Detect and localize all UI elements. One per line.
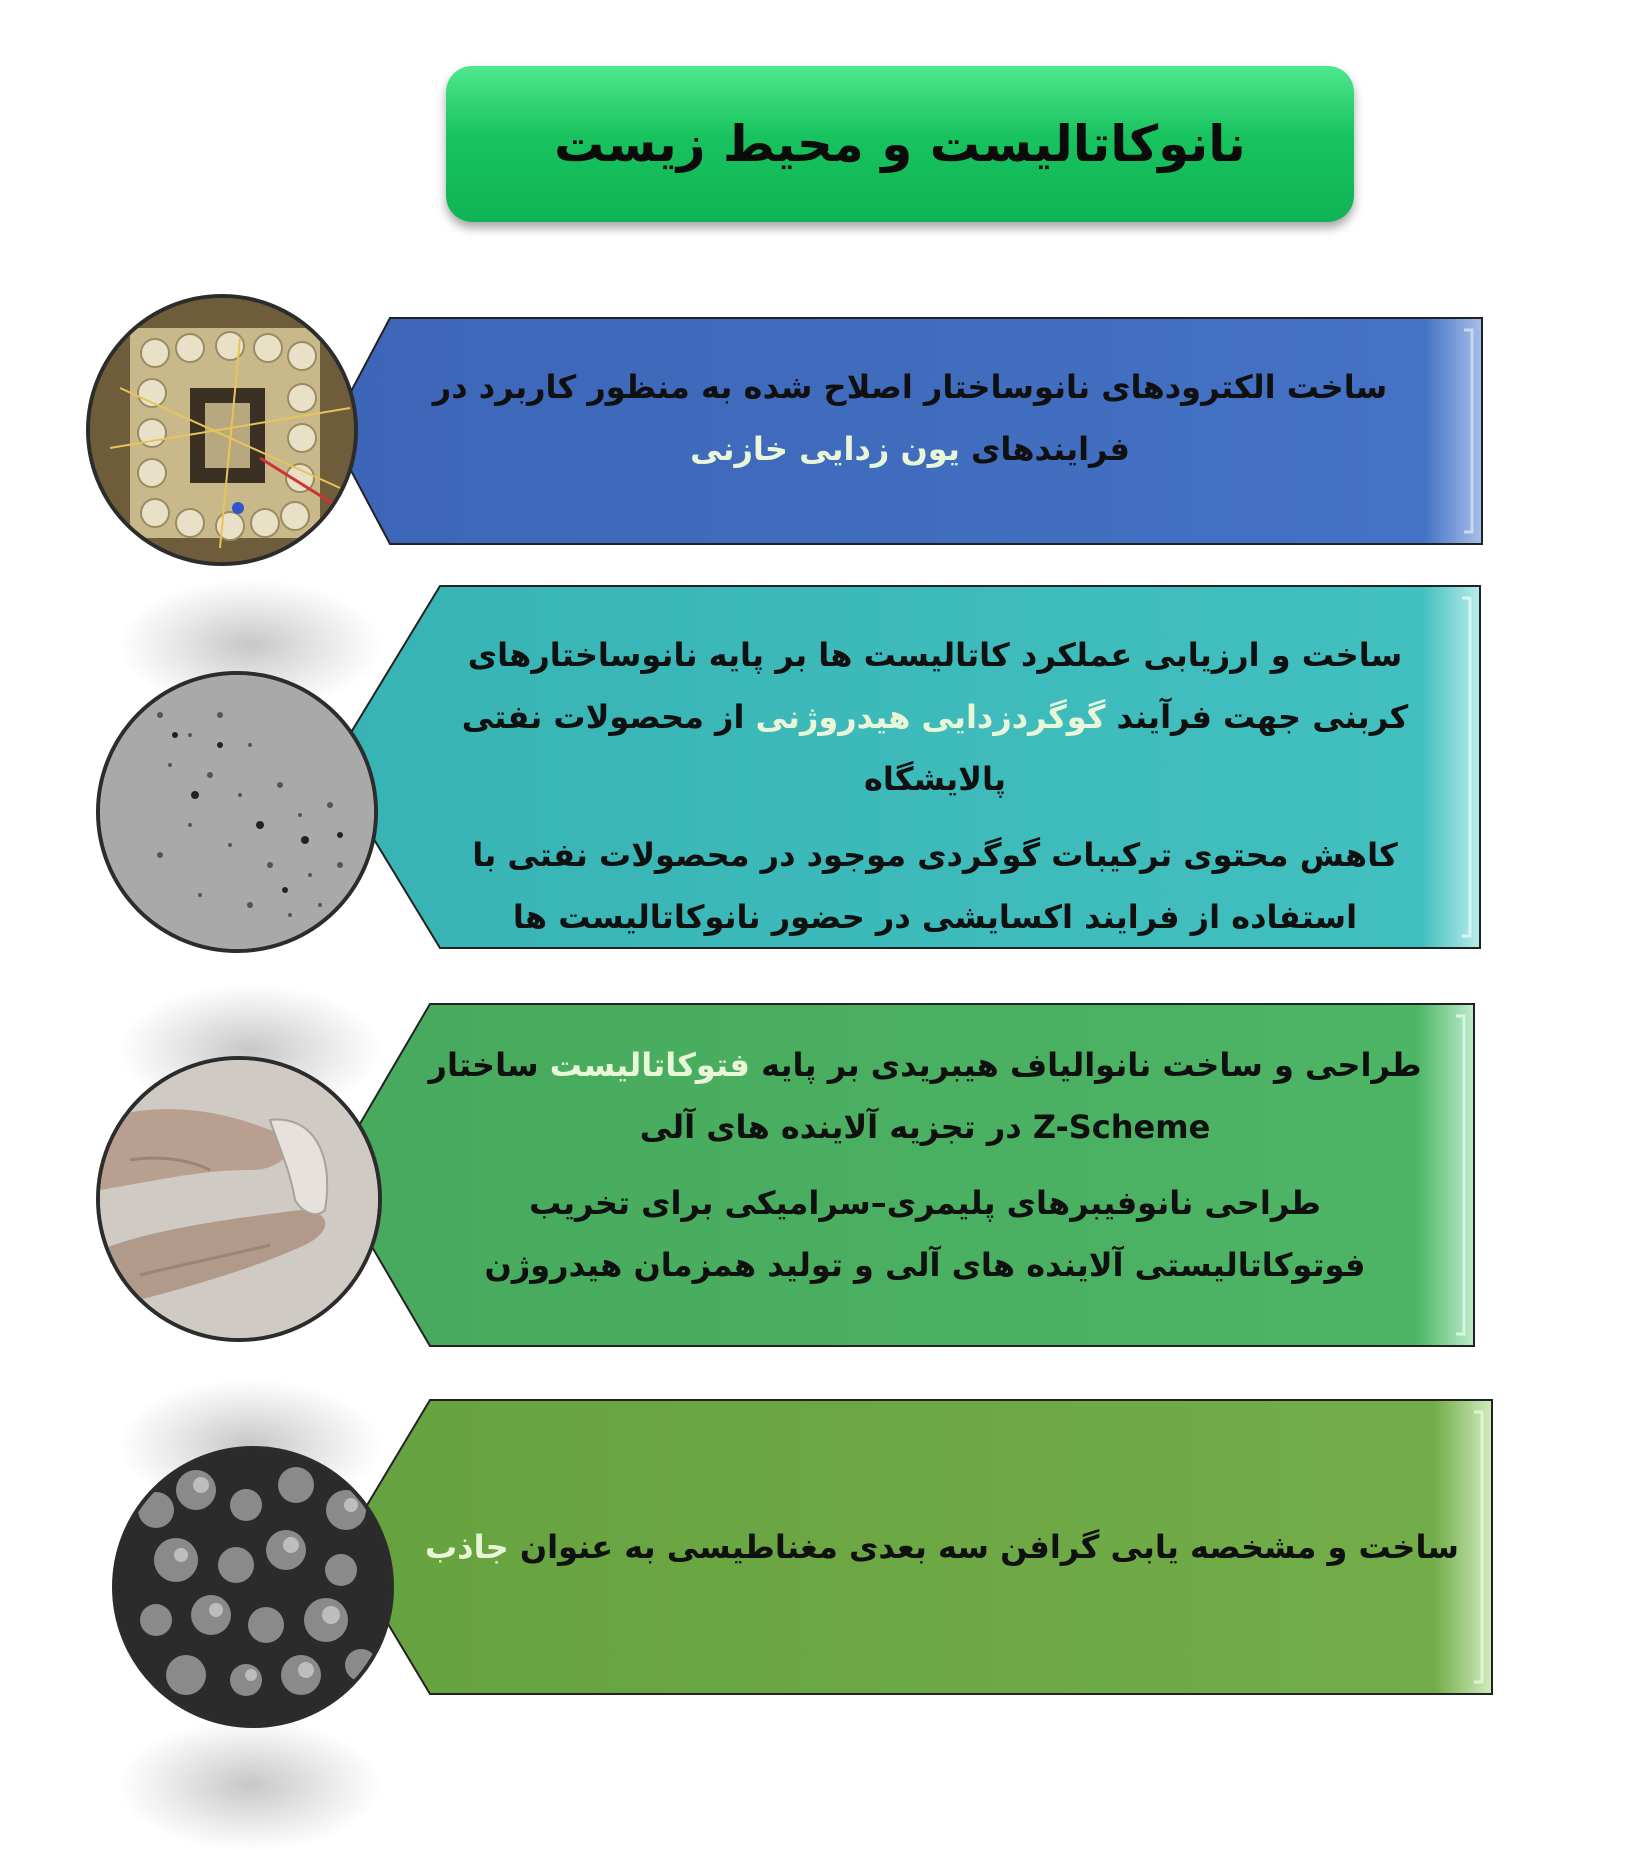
title-banner <box>446 66 1354 222</box>
item-paragraph: ساخت و مشخصه یابی گرافن سه بعدی مغناطیسی به عنوان جاذب <box>425 1528 1459 1566</box>
electrode-device-icon <box>90 298 358 566</box>
highlighted-term: فتوکاتالیست <box>549 1046 750 1084</box>
nanofiber-membrane-photo <box>96 1056 382 1342</box>
page-title: نانوکاتالیست و محیط زیست <box>554 115 1246 173</box>
membrane-photo-icon <box>100 1060 382 1342</box>
item-paragraph: کاهش محتوی ترکیبات گوگردی موجود در محصولات نفتی با استفاده از فرایند اکسایشی در حضور نانوکاتالیست ها <box>472 836 1398 936</box>
electrode-device-photo <box>86 294 358 566</box>
item-text-4 <box>422 1516 1462 1578</box>
item-paragraph: ساخت الکترودهای نانوساختار اصلاح شده به منظور کاربرد در فرایندهای یون زدایی خازنی <box>432 368 1388 468</box>
item-banner-1 <box>330 316 1484 546</box>
item-banner-3 <box>330 1002 1476 1348</box>
item-text-2 <box>430 624 1440 948</box>
item-paragraph: ساخت و ارزیابی عملکرد کاتالیست ها بر پایه نانوساختارهای کربنی جهت فرآیند گوگردزدایی هیدروژنی از محصولات نفتی پالایشگاه <box>461 636 1409 798</box>
highlighted-term: جاذب <box>425 1528 509 1566</box>
tem-micrograph-icon <box>100 675 378 953</box>
item-banner-4 <box>342 1398 1494 1696</box>
item-paragraph: طراحی و ساخت نانوالیاف هیبریدی بر پایه فتوکاتالیست ساختار Z-Scheme در تجزیه آلاینده های آلی <box>428 1046 1422 1146</box>
item-text-3 <box>410 1034 1440 1296</box>
item-banner-2 <box>330 584 1482 950</box>
sem-graphene-micrograph <box>112 1446 394 1728</box>
tem-nanoparticles-micrograph <box>96 671 378 953</box>
shadow-decoration <box>120 1720 380 1850</box>
highlighted-term: یون زدایی خازنی <box>690 430 960 468</box>
highlighted-term: گوگردزدایی هیدروژنی <box>755 698 1106 736</box>
item-paragraph: طراحی نانوفیبرهای پلیمری–سرامیکی برای تخریب فوتوکاتالیستی آلاینده های آلی و تولید همزمان هیدروژن <box>484 1184 1366 1284</box>
item-text-1 <box>390 356 1430 480</box>
sem-micrograph-icon <box>116 1450 394 1728</box>
